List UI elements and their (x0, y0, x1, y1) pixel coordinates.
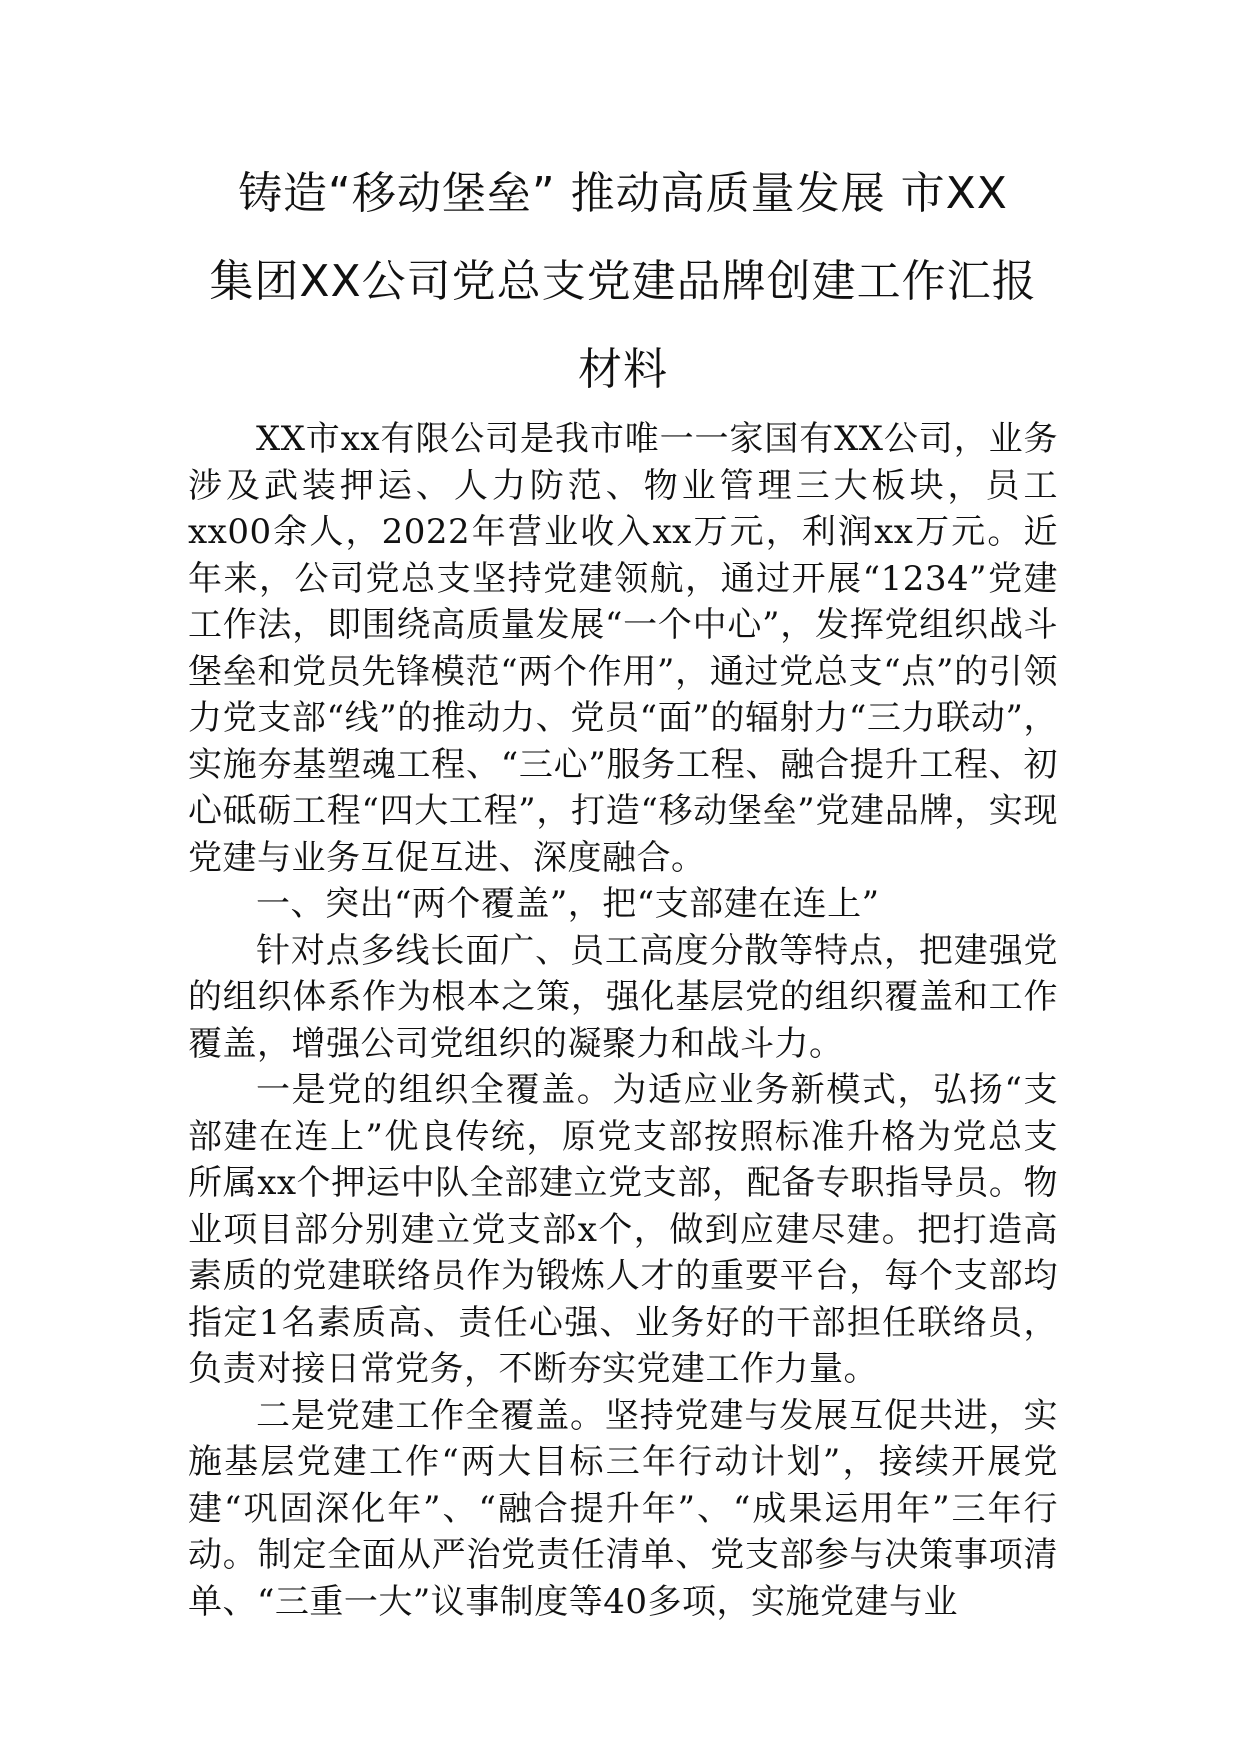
title-line-3: 材料 (578, 344, 668, 395)
title-line-1: 铸造“移动堡垒” 推动高质量发展 市XX (238, 168, 1008, 219)
section-1-paragraph-2: 一是党的组织全覆盖。为适应业务新模式，弘扬“支部建在连上”优良传统，原党支部按照标准升格为党总支所属xx个押运中队全部建立党支部，配备专职指导员。物业项目部分别建立党支部x个，做到应建尽建。把打造高素质的党建联络员作为锻炼人才的重要平台，每个支部均指定1名素质高、责任心强、业务好的干部担任联络员，负责对接日常党务，不断夯实党建工作力量。 (188, 1070, 1058, 1389)
document-title (188, 150, 1058, 414)
section-1-paragraph-3: 二是党建工作全覆盖。坚持党建与发展互促共进，实施基层党建工作“两大目标三年行动计划”，接续开展党建“巩固深化年”、“融合提升年”、“成果运用年”三年行动。制定全面从严治党责任清单、党支部参与决策事项清单、“三重一大”议事制度等40多项，实施党建与业 (188, 1395, 1058, 1622)
document-page (188, 150, 1058, 1625)
intro-paragraph: XX市xx有限公司是我市唯一一家国有XX公司，业务涉及武装押运、人力防范、物业管理三大板块，员工xx00余人，2022年营业收入xx万元，利润xx万元。近年来，公司党总支坚持党建领航，通过开展“1234”党建工作法，即围绕高质量发展“一个中心”，发挥党组织战斗堡垒和党员先锋模范“两个作用”，通过党总支“点”的引领力党支部“线”的推动力、党员“面”的辐射力“三力联动”，实施夯基塑魂工程、“三心”服务工程、融合提升工程、初心砥砺工程“四大工程”，打造“移动堡垒”党建品牌，实现党建与业务互促互进、深度融合。 (188, 419, 1058, 878)
title-line-2: 集团XX公司党总支党建品牌创建工作汇报 (209, 256, 1037, 307)
section-1-paragraph-1: 针对点多线长面广、员工高度分散等特点，把建强党的组织体系作为根本之策，强化基层党的组织覆盖和工作覆盖，增强公司党组织的凝聚力和战斗力。 (188, 930, 1058, 1064)
document-body (188, 416, 1058, 1625)
section-1-heading: 一、突出“两个覆盖”，把“支部建在连上” (256, 884, 880, 924)
